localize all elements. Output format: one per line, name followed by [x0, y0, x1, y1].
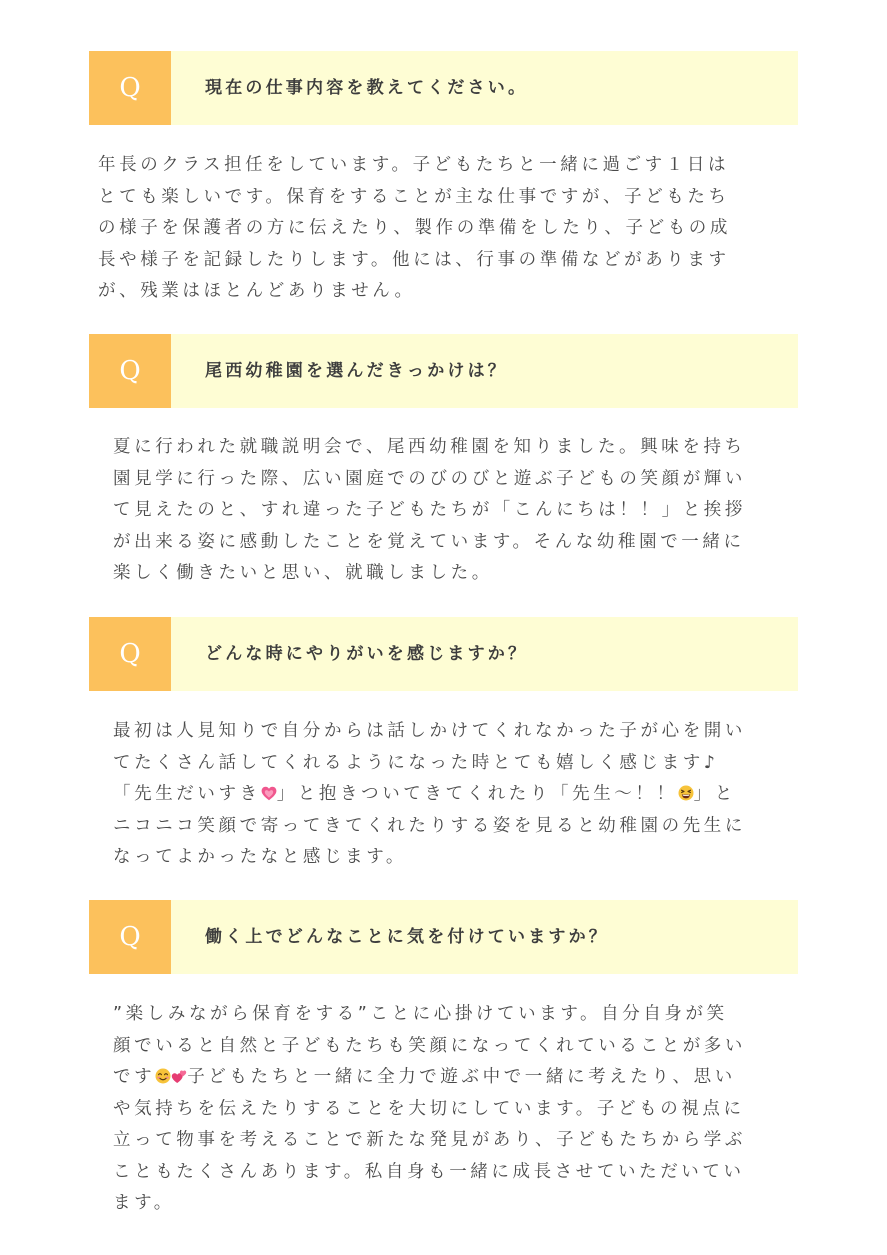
answer-line: てたくさん話してくれるようになった時とても嬉しく感じます♪	[113, 752, 719, 773]
answer-line: が出来る姿に感動したことを覚えています。そんな幼稚園で一緒に	[113, 531, 745, 552]
answer-line: 園見学に行った際、広い園庭でのびのびと遊ぶ子どもの笑顔が輝い	[113, 468, 746, 489]
q-badge: Q	[89, 51, 171, 125]
answer-line: 立って物事を考えることで新たな発見があり、子どもたちから学ぶ	[113, 1130, 746, 1150]
answer-fragment: 」と抱きついてきてくれたり「先生〜！！	[276, 784, 678, 804]
answer-line: て見えたのと、すれ違った子どもたちが「こんにちは！！」と挨拶	[113, 500, 746, 520]
smiling-face-icon	[155, 1068, 171, 1084]
answer-line: が、残業はほとんどありません。	[98, 281, 416, 301]
q-badge: Q	[89, 900, 171, 974]
answer-line: とても楽しいです。保育をすることが主な仕事ですが、子どもたち	[98, 186, 730, 207]
answer-line: なってよかったなと感じます。	[113, 847, 407, 867]
question-bar	[89, 900, 798, 974]
answer-line-with-emoji	[113, 1062, 746, 1094]
question-heading: どんな時にやりがいを感じますか？	[205, 644, 529, 664]
answer-line: 楽しく働きたいと思い、就職しました。	[113, 563, 493, 583]
answer-fragment: 「先生だいすき	[113, 784, 261, 804]
answer-text	[113, 716, 746, 874]
answer-fragment: 」と	[693, 784, 736, 804]
q-badge: Q	[89, 334, 171, 408]
grinning-squinting-face-icon	[678, 785, 694, 801]
question-heading: 働く上でどんなことに気を付けていますか？	[205, 927, 609, 947]
question-bar	[89, 51, 798, 125]
answer-line: 長や様子を記録したりします。他には、行事の準備などがあります	[98, 249, 730, 270]
answer-line: ニコニコ笑顔で寄ってきてくれたりする姿を見ると幼稚園の先生に	[113, 815, 746, 836]
question-bar	[89, 617, 798, 691]
answer-line: 最初は人見知りで自分からは話しかけてくれなかった子が心を開い	[113, 721, 746, 741]
two-hearts-icon	[171, 1069, 187, 1084]
heart-icon	[261, 786, 277, 801]
answer-line: 夏に行われた就職説明会で、尾西幼稚園を知りました。興味を持ち	[113, 437, 746, 457]
answer-line: や気持ちを伝えたりすることを大切にしています。子どもの視点に	[113, 1098, 745, 1119]
answer-line: 年長のクラス担任をしています。子どもたちと一緒に過ごす１日は	[98, 155, 730, 175]
answer-line-with-emoji	[113, 779, 746, 811]
answer-line: の様子を保護者の方に伝えたり、製作の準備をしたり、子どもの成	[98, 218, 731, 238]
answer-line: ます。	[113, 1193, 175, 1213]
question-heading: 現在の仕事内容を教えてください。	[205, 78, 529, 98]
answer-text	[113, 999, 746, 1220]
question-heading: 尾西幼稚園を選んだきっかけは？	[205, 361, 508, 381]
answer-line: こともたくさんあります。私自身も一緒に成長させていただいてい	[113, 1161, 745, 1182]
answer-line: 顔でいると自然と子どもたちも笑顔になってくれていることが多い	[113, 1035, 746, 1056]
answer-fragment: です	[113, 1067, 156, 1087]
q-badge: Q	[89, 617, 171, 691]
answer-text	[113, 432, 746, 590]
question-bar	[89, 334, 798, 408]
answer-fragment: 子どもたちと一緒に全力で遊ぶ中で一緒に考えたり、思い	[187, 1067, 736, 1087]
answer-text	[98, 150, 731, 308]
answer-line: ”楽しみながら保育をする”ことに心掛けています。自分自身が笑	[113, 1004, 728, 1024]
